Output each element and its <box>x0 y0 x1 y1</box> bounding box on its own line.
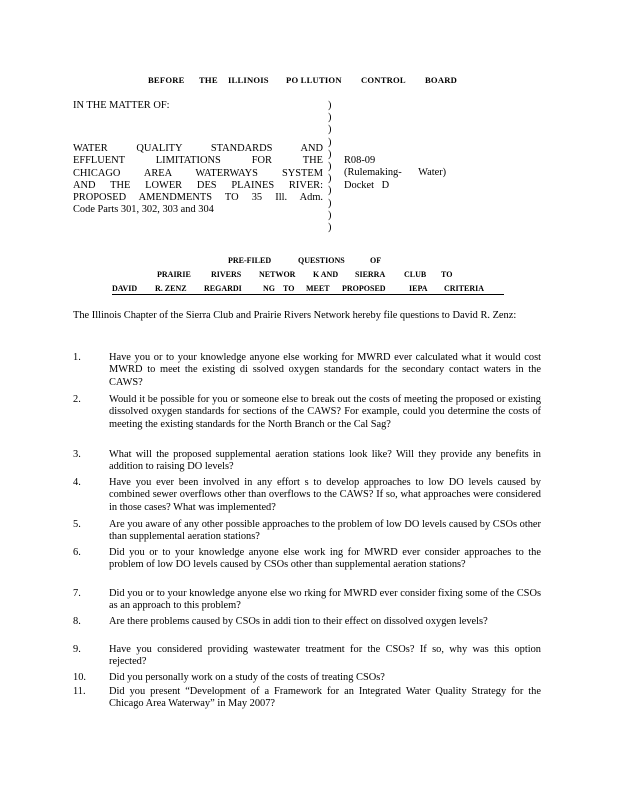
intro-paragraph: The Illinois Chapter of the Sierra Club and Prairie Rivers Network hereby file questions to David R. Zenz: <box>73 310 517 321</box>
in-the-matter <box>73 100 323 112</box>
heading-word: PRE-FILED <box>228 256 272 265</box>
heading-word: IEPA <box>409 284 428 293</box>
question-text: Did you present “Development of a Framework for an Integrated Water Quality Strategy for the Chicago Area Waterway” in May 2007? <box>109 686 541 710</box>
heading-word: NETWOR <box>259 270 296 279</box>
paren: ) <box>328 185 332 197</box>
board-title-word: BEFORE <box>148 75 185 85</box>
board-title-word: THE <box>199 75 218 85</box>
caption-line: PROPOSED AMENDMENTS TO 35 Ill. Adm. <box>73 192 323 204</box>
question-text: Did you or to your knowledge anyone else wo rking for MWRD ever consider fixing some of the CSOs as an approach to this problem? <box>109 588 541 612</box>
board-title-word: BOARD <box>425 75 458 85</box>
question-text: Have you ever been involved in any effort s to develop approaches to low DO levels caused by combined sewer overflows other than overflows to the CAWS? If so, what approaches were considered in those cases? What was implemented? <box>109 477 541 513</box>
paren: ) <box>328 148 332 160</box>
caption-parentheses <box>328 100 331 234</box>
board-title-word: ILLINOIS <box>228 75 269 85</box>
heading-word: DAVID <box>112 284 138 293</box>
paren: ) <box>328 209 332 221</box>
heading-word: QUESTIONS <box>298 256 345 265</box>
question-number: 7. <box>73 588 81 599</box>
docket-label: Docket D <box>344 180 390 191</box>
heading-word: SIERRA <box>355 270 386 279</box>
question-number: 3. <box>73 449 81 460</box>
caption-line: EFFLUENT LIMITATIONS FOR THE <box>73 155 323 167</box>
heading-word: PROPOSED <box>342 284 386 293</box>
question-text: Are there problems caused by CSOs in addi tion to their effect on dissolved oxygen levels? <box>109 616 488 627</box>
caption-line: CHICAGO AREA WATERWAYS SYSTEM <box>73 167 323 179</box>
question-number: 8. <box>73 616 81 627</box>
question-text: Have you or to your knowledge anyone else working for MWRD ever calculated what it would cost MWRD to meet the existing di ssolved oxygen standards for the secondary contact waters in the CAWS? <box>109 352 541 388</box>
question-text: Are you aware of any other possible approaches to the problem of low DO levels caused by CSOs other than supplemental aeration stations? <box>109 519 541 543</box>
question-number: 4. <box>73 477 81 488</box>
paren: ) <box>328 124 332 136</box>
question-number: 9. <box>73 644 81 655</box>
docket-type: (Rulemaking- Water) <box>344 167 447 178</box>
paren: ) <box>328 100 332 111</box>
question-number: 6. <box>73 547 81 558</box>
question-number: 5. <box>73 519 81 530</box>
question-number: 10. <box>73 672 86 683</box>
board-title-word: CONTROL <box>361 75 406 85</box>
heading-word: RIVERS <box>211 270 242 279</box>
heading-word: PRAIRIE <box>157 270 191 279</box>
board-title-word: PO LLUTION <box>286 75 342 85</box>
question-number: 11. <box>73 686 86 697</box>
paren: ) <box>328 136 332 148</box>
heading-word: TO <box>441 270 453 279</box>
caption-line: WATER QUALITY STANDARDS AND <box>73 143 323 154</box>
caption-title <box>73 143 323 217</box>
heading-word: K AND <box>313 270 339 279</box>
question-number: 1. <box>73 352 81 363</box>
heading-word: R. ZENZ <box>155 284 187 293</box>
paren: ) <box>328 173 332 185</box>
paren: ) <box>328 221 332 233</box>
heading-word: TO <box>283 284 295 293</box>
heading-word: CRITERIA <box>444 284 485 293</box>
question-text: What will the proposed supplemental aeration stations look like? Will they provide any benefits in addition to raising DO levels? <box>109 449 541 473</box>
heading-word: NG <box>263 284 275 293</box>
heading-underline <box>112 294 504 295</box>
question-text: Would it be possible for you or someone else to break out the costs of meeting the proposed or existing dissolved oxygen standards for sections of the CAWS? For example, could you determine the costs of meeting the existing standards for the North Branch or the Cal Sag? <box>109 394 541 430</box>
question-text: Did you or to your knowledge anyone else work ing for MWRD ever consider approaches to the problem of low DO levels caused by CSOs other than supplemental aeration stations? <box>109 547 541 571</box>
docket-number: R08-09 <box>344 155 376 166</box>
caption-line: AND THE LOWER DES PLAINES RIVER: <box>73 179 323 191</box>
caption-line: Code Parts 301, 302, 303 and 304 <box>73 204 214 216</box>
paren: ) <box>328 160 332 172</box>
heading-word: MEET <box>306 284 330 293</box>
question-text: Have you considered providing wastewater treatment for the CSOs? If so, why was this option rejected? <box>109 644 541 668</box>
heading-word: OF <box>370 256 382 265</box>
in-the-matter-text: IN THE MATTER OF: <box>73 100 170 111</box>
question-number: 2. <box>73 394 81 405</box>
paren: ) <box>328 112 332 124</box>
heading-word: CLUB <box>404 270 427 279</box>
question-text: Did you personally work on a study of the costs of treating CSOs? <box>109 672 385 683</box>
paren: ) <box>328 197 332 209</box>
heading-word: REGARDI <box>204 284 242 293</box>
